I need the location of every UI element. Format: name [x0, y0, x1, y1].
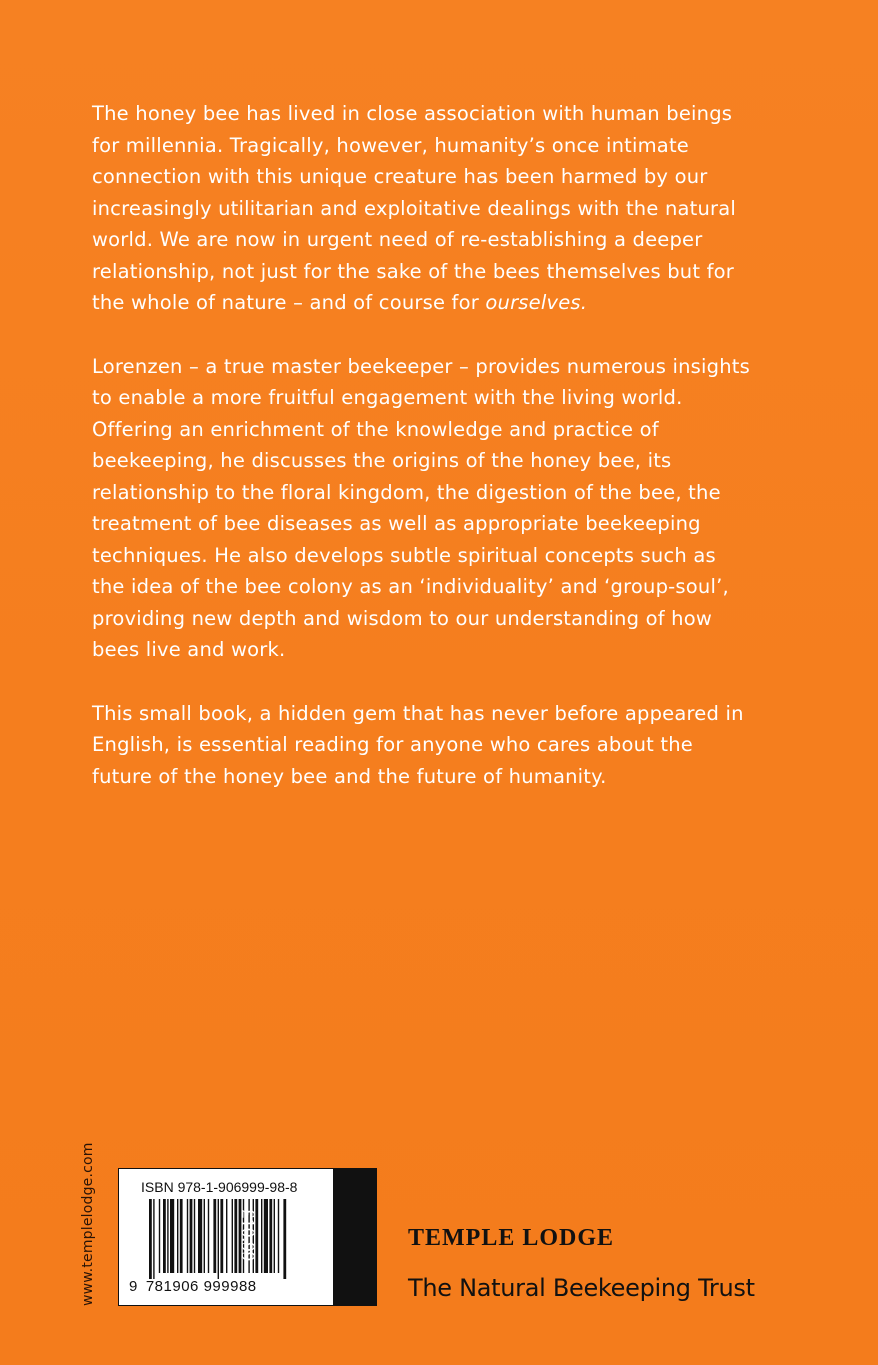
barcode-bar [278, 1199, 279, 1273]
barcode-bar [198, 1199, 202, 1273]
barcode-bar [264, 1199, 268, 1273]
barcode-bar [190, 1199, 193, 1273]
barcode-bar [153, 1199, 154, 1279]
barcode-digits [129, 1278, 257, 1295]
isbn-label: ISBN 978-1-906999-98-8 [141, 1179, 298, 1195]
barcode-bar [194, 1199, 195, 1273]
barcode-group-1: 781906 [145, 1278, 199, 1295]
barcode-bar [213, 1199, 216, 1273]
barcode-bar [187, 1199, 188, 1273]
barcode-bar [208, 1199, 209, 1273]
barcode-bar [261, 1199, 262, 1273]
price-label: £10.99 [237, 1208, 258, 1262]
publisher-name: TEMPLE LODGE [408, 1225, 615, 1251]
barcode-bar [274, 1199, 275, 1273]
barcode-bar [269, 1199, 272, 1273]
barcode-lead-digit: 9 [129, 1278, 138, 1295]
barcode-bar [218, 1199, 219, 1279]
barcode-bar [220, 1199, 223, 1273]
barcode-bar [177, 1199, 178, 1273]
barcode-bar [204, 1199, 205, 1273]
blurb-paragraph-1 [92, 98, 752, 319]
barcode-group-2: 999988 [203, 1278, 257, 1295]
barcode-bar [163, 1199, 166, 1273]
barcode-bar [170, 1199, 174, 1273]
blurb-paragraph-3: This small book, a hidden gem that has never before appeared in English, is essential reading for anyone who cares about the future of the honey bee and the future of humanity. [92, 701, 744, 788]
website-url: www.templelodge.com [80, 1142, 96, 1306]
barcode-bar [232, 1199, 233, 1273]
barcode-bar [283, 1199, 286, 1279]
blurb-paragraph-1-text: The honey bee has lived in close association with human beings for millennia. Tragically, however, humanity’s once intimate connection with this unique creature has been harmed by our increasingly utilitarian and exploitative dealings with the natural world. We are now in urgent need of re-establishing a deeper relationship, not just for the sake of the bees themselves but for the whole of nature – and of course for [92, 102, 737, 314]
barcode-bar [159, 1199, 160, 1273]
blurb-paragraph-2: Lorenzen – a true master beekeeper – provides numerous insights to enable a more fruitful engagement with the living world. Offering an enrichment of the knowledge and practice of beekeeping, he discusses the origins of the honey bee, its relationship to the floral kingdom, the digestion of the bee, the treatment of bee diseases as well as appropriate beekeeping techniques. He also develops subtle spiritual concepts such as the idea of the bee colony as an ‘individuality’ and ‘group-soul’, providing new depth and wisdom to our understanding of how bees live and work. [92, 354, 750, 661]
trust-name: The Natural Beekeeping Trust [408, 1274, 755, 1302]
barcode-bar [226, 1199, 227, 1273]
barcode-bar [167, 1199, 168, 1273]
barcode-bar [180, 1199, 183, 1273]
barcode-bar [149, 1199, 152, 1279]
blurb [92, 98, 752, 824]
barcode-area [119, 1169, 333, 1305]
blurb-paragraph-1-emphasis: ourselves. [485, 291, 588, 314]
